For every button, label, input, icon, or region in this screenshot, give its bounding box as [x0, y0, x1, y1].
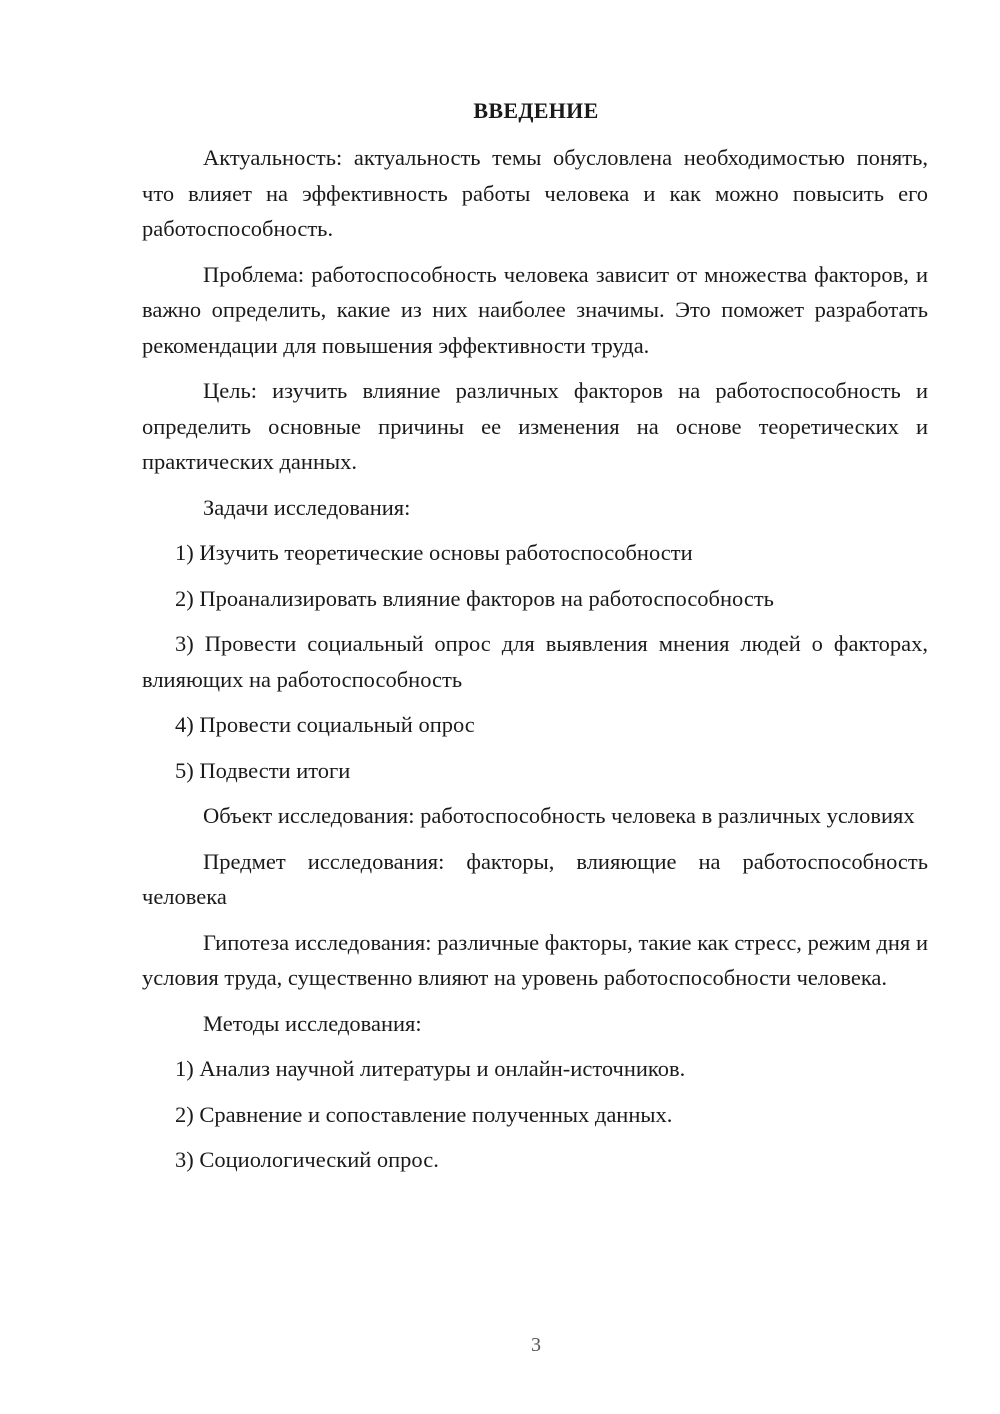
page-title: ВВЕДЕНИЕ: [473, 98, 599, 123]
task-item: 2) Проанализировать влияние факторов на работоспособность: [175, 585, 774, 611]
task-item: 4) Провести социальный опрос: [175, 712, 475, 737]
task-item: 5) Подвести итоги: [175, 757, 351, 783]
task-item: 1) Изучить теоретические основы работоспособности: [175, 540, 693, 565]
methods-heading: Методы исследования:: [203, 1010, 422, 1036]
task-item: 3) Провести социальный опрос для выявления мнения людей о факторах, влияющих на работоспособность: [142, 631, 928, 692]
subject-paragraph: Предмет исследования: факторы, влияющие на работоспособность человека: [142, 848, 928, 909]
hypothesis-paragraph: Гипотеза исследования: различные факторы, такие как стресс, режим дня и условия труда, существенно влияют на уровень работоспособности человека.: [142, 929, 928, 990]
method-item: 2) Сравнение и сопоставление полученных данных.: [175, 1101, 673, 1127]
problem-paragraph: Проблема: работоспособность человека зависит от множества факторов, и важно определить, какие из них наиболее значимы. Это поможет разработать рекомендации для повышения эффективности труда.: [142, 261, 928, 358]
document-body: [142, 140, 928, 1188]
method-item: 1) Анализ научной литературы и онлайн-источников.: [175, 1056, 686, 1081]
method-item: 3) Социологический опрос.: [175, 1147, 439, 1172]
page-number: 3: [531, 1334, 541, 1356]
tasks-heading: Задачи исследования:: [203, 494, 411, 520]
relevance-paragraph: Актуальность: актуальность темы обусловлена необходимостью понять, что влияет на эффективность работы человека и как можно повысить его работоспособность.: [142, 145, 928, 241]
object-paragraph: Объект исследования: работоспособность человека в различных условиях: [203, 803, 915, 828]
goal-paragraph: Цель: изучить влияние различных факторов на работоспособность и определить основные причины ее изменения на основе теоретических и практических данных.: [142, 378, 928, 474]
